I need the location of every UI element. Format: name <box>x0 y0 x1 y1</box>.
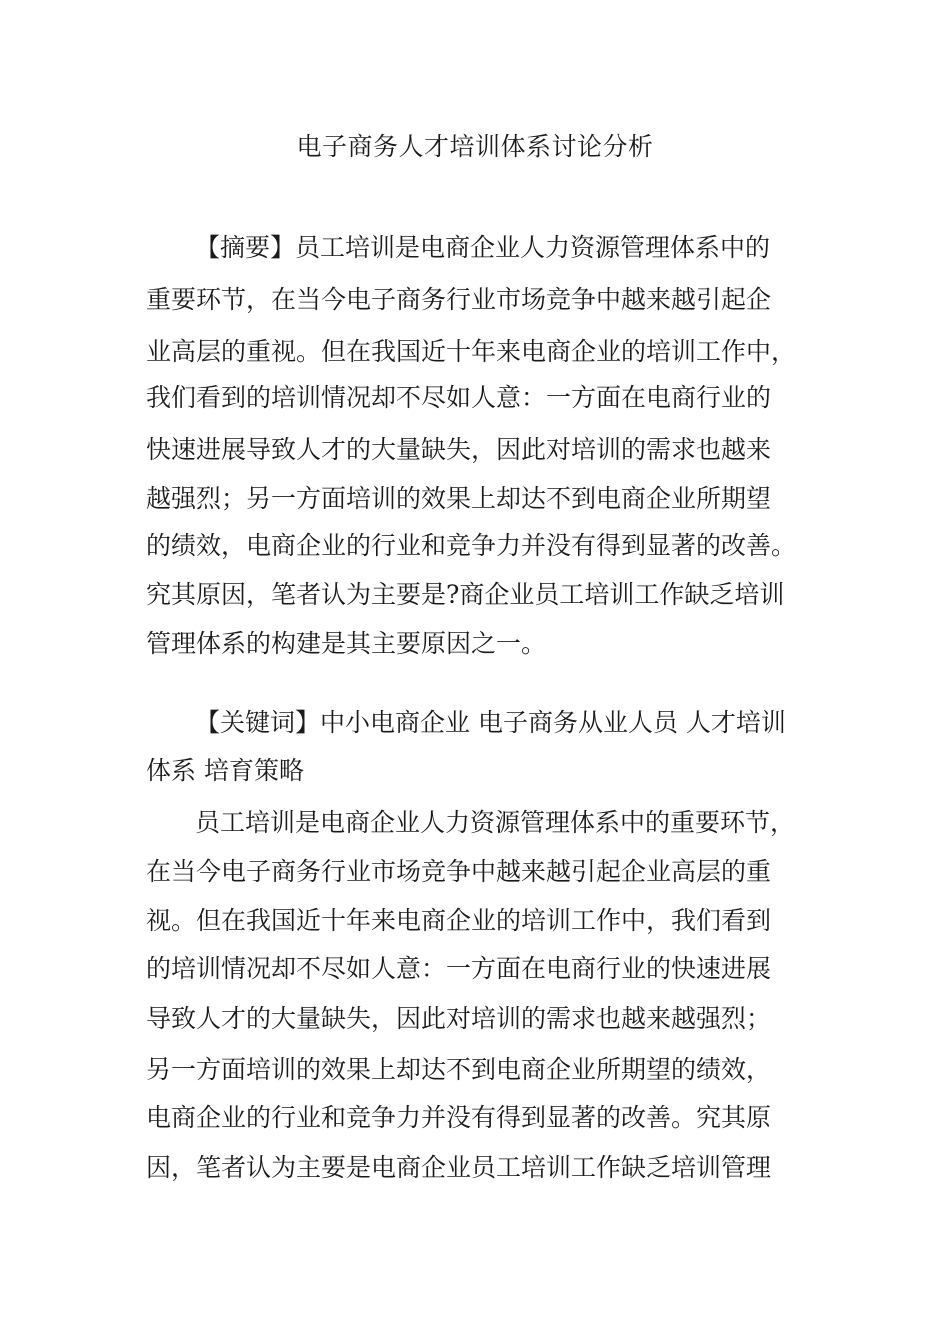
body-line: 在当今电子商务行业市场竞争中越来越引起企业高层的重 <box>146 857 772 886</box>
abstract-line: 【摘要】员工培训是电商企业人力资源管理体系中的 <box>195 233 771 262</box>
abstract-line: 业高层的重视。但在我国近十年来电商企业的培训工作中， <box>146 337 797 366</box>
body-line: 员工培训是电商企业人力资源管理体系中的重要环节， <box>195 808 796 837</box>
abstract-line: 管理体系的构建是其主要原因之一。 <box>146 629 547 658</box>
abstract-line: 重要环节，在当今电子商务行业市场竞争中越来越引起企 <box>146 285 772 314</box>
body-line: 电商企业的行业和竞争力并没有得到显著的改善。究其原 <box>146 1103 772 1132</box>
abstract-line: 越强烈；另一方面培训的效果上却达不到电商企业所期望 <box>146 484 772 513</box>
keywords-line: 【关键词】中小电商企业 电子商务从业人员 人才培训 <box>195 708 786 737</box>
body-line: 另一方面培训的效果上却达不到电商企业所期望的绩效， <box>146 1055 772 1084</box>
body-line: 视。但在我国近十年来电商企业的培训工作中，我们看到 <box>146 906 772 935</box>
abstract-line: 快速进展导致人才的大量缺失，因此对培训的需求也越来 <box>146 435 772 464</box>
body-line: 导致人才的大量缺失，因此对培训的需求也越来越强烈； <box>146 1004 772 1033</box>
document-title: 电子商务人才培训体系讨论分析 <box>296 132 654 161</box>
body-line: 因，笔者认为主要是电商企业员工培训工作缺乏培训管理 <box>146 1153 772 1182</box>
abstract-line: 我们看到的培训情况却不尽如人意：一方面在电商行业的 <box>146 383 772 412</box>
body-line: 的培训情况却不尽如人意：一方面在电商行业的快速进展 <box>146 954 772 983</box>
keywords-line: 体系 培育策略 <box>146 756 304 785</box>
abstract-line: 的绩效，电商企业的行业和竞争力并没有得到显著的改善。 <box>146 531 797 560</box>
abstract-line: 究其原因，笔者认为主要是?商企业员工培训工作缺乏培训 <box>146 580 785 609</box>
